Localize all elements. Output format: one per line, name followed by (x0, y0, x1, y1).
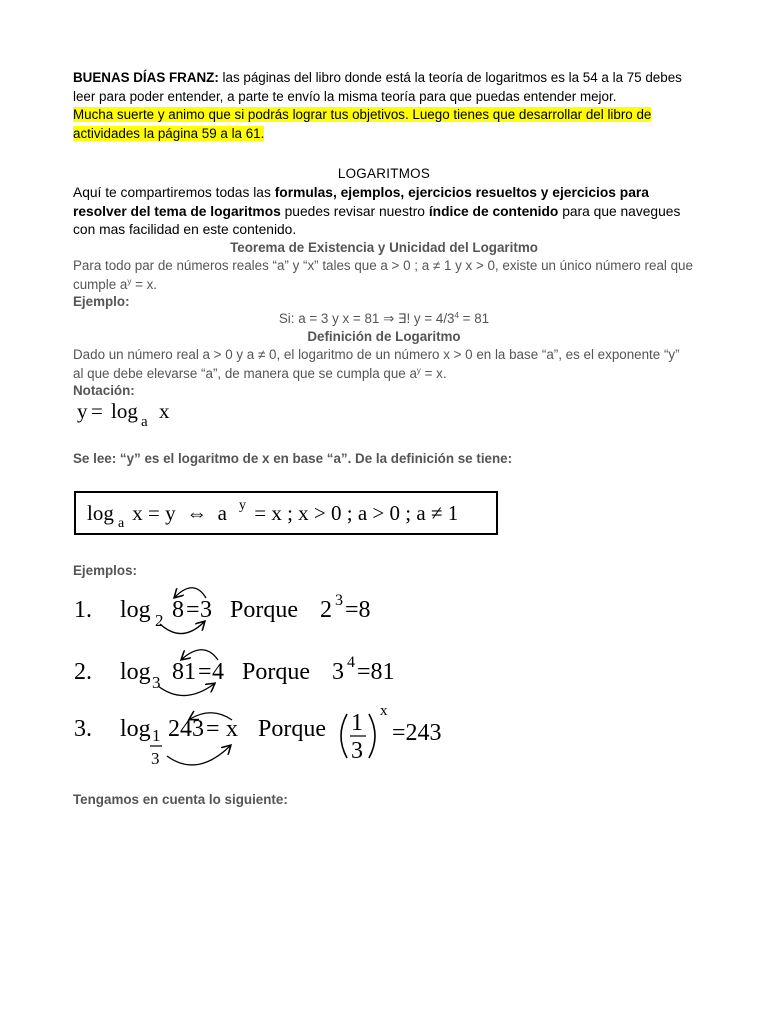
lead-text-1: Aquí te compartiremos todas las (73, 185, 275, 200)
example-1-bottom-arrow (160, 622, 204, 634)
existence-sup: y (127, 276, 132, 286)
boxed-log: log (87, 501, 114, 525)
existence-tail: = x. (131, 276, 158, 292)
definition-boxed-formula (73, 490, 503, 538)
notation-formula (74, 396, 204, 432)
page-title: LOGARITMOS (337, 166, 431, 181)
intro-paragraph (73, 69, 698, 143)
reads-text: Se lee: “y” es el logaritmo de x en base “a”. De la definición se tiene: (73, 451, 513, 466)
highlighted-text: Mucha suerte y animo que si podrás lograr tus objetivos. Luego tienes que desarrollar del libro de actividades la página 59 a la 61. (73, 107, 652, 141)
section-heading-definition: Definición de Logaritmo (307, 329, 461, 344)
example-1-power-result: =8 (345, 597, 371, 623)
notation-label: Notación: (73, 383, 135, 398)
closing-text: Tengamos en cuenta lo siguiente: (73, 792, 288, 807)
example-3-power-result: =243 (392, 720, 442, 746)
example-3-base-denominator: 3 (151, 749, 160, 768)
lead-text-2: puedes revisar nuestro (280, 203, 429, 219)
example-1-porque: Porque (230, 597, 298, 623)
example-1-power-base: 2 (320, 597, 332, 623)
example-3-frac-denominator: 3 (351, 738, 363, 764)
example-2 (72, 640, 412, 702)
example-3 (72, 700, 462, 780)
boxed-rhs: = x ; x > 0 ; a > 0 ; a ≠ 1 (249, 501, 459, 525)
notation-y: y (77, 399, 88, 423)
section-heading-existence: Teorema de Existencia y Unicidad del Logaritmo (230, 240, 538, 255)
example-2-arg: 81 (172, 659, 196, 685)
example-1-base: 2 (155, 611, 164, 630)
notation-base: a (141, 414, 148, 430)
example-2-log: log (120, 659, 151, 685)
example-1-power-exp: 3 (335, 592, 343, 609)
example-3-eq: = (206, 716, 220, 742)
notation-log: log (111, 399, 138, 423)
example-3-power-exp: x (380, 703, 388, 719)
boxed-lhs: x = y ⇔ a (127, 501, 227, 525)
lead-bold-1: formulas, ejemplos, ejercicios resueltos y ejercicios para resolver del tema de logaritmos (73, 185, 649, 219)
example-2-power-base: 3 (332, 659, 344, 685)
example-1-log: log (120, 597, 151, 623)
example-1-arg: 8 (172, 597, 184, 623)
example-3-frac-numerator: 1 (351, 710, 363, 736)
definition-tail: = x. (420, 365, 447, 381)
existence-example-tail: = 81 (458, 311, 490, 326)
example-2-base: 3 (152, 673, 161, 692)
existence-example-sup: 4 (454, 311, 459, 320)
definition-text: Dado un número real a > 0 y a ≠ 0, el logaritmo de un número x > 0 en la base “a”, es el exponente “y” al que debe elevarse “a”, de manera que se cumpla que a (73, 347, 680, 381)
notation-x: x (159, 399, 170, 423)
lead-bold-2: índice de contenido (428, 203, 559, 219)
example-3-porque: Porque (258, 716, 326, 742)
examples-label: Ejemplos: (73, 563, 137, 578)
existence-example-text: Si: a = 3 y x = 81 ⇒ ∃! y = 4/3 (278, 311, 455, 326)
example-2-porque: Porque (242, 659, 310, 685)
example-3-arg: 243 (168, 716, 204, 742)
example-2-number: 2. (74, 659, 92, 685)
example-1 (72, 578, 392, 640)
existence-text: Para todo par de números reales “a” y “x” tales que a > 0 ; a ≠ 1 y x > 0, existe un único número real que cumple a (73, 258, 693, 292)
boxed-exp: y (239, 498, 246, 513)
example-1-eq: = (186, 597, 200, 623)
lead-text-3: para que navegues con mas facilidad en este contenido. (73, 203, 681, 237)
example-2-bottom-arrow (158, 684, 214, 696)
lead-paragraph (73, 184, 693, 240)
boxed-base: a (118, 516, 125, 531)
example-2-eq: = (198, 659, 212, 685)
example-3-result: x (226, 716, 238, 742)
notation-eq: = (91, 399, 103, 423)
example-3-log: log (120, 716, 151, 742)
example-3-bottom-arrow (167, 746, 230, 765)
existence-example (0, 310, 768, 328)
definition-sup: y (416, 365, 421, 375)
example-2-power-exp: 4 (347, 654, 355, 671)
existence-paragraph (73, 257, 693, 294)
example-1-number: 1. (74, 597, 92, 623)
greeting: BUENAS DÍAS FRANZ: (73, 70, 219, 85)
definition-paragraph (73, 346, 693, 383)
example-label: Ejemplo: (73, 294, 130, 309)
example-3-number: 3. (74, 716, 92, 742)
example-3-base-numerator: 1 (152, 726, 161, 745)
example-1-result: 3 (200, 597, 212, 623)
example-2-power-result: =81 (357, 659, 395, 685)
intro-text: las páginas del libro donde está la teoría de logaritmos es la 54 a la 75 debes leer para poder entender, a parte te envío la misma teoría para que puedas entender mejor. (73, 70, 682, 104)
example-2-result: 4 (212, 659, 224, 685)
